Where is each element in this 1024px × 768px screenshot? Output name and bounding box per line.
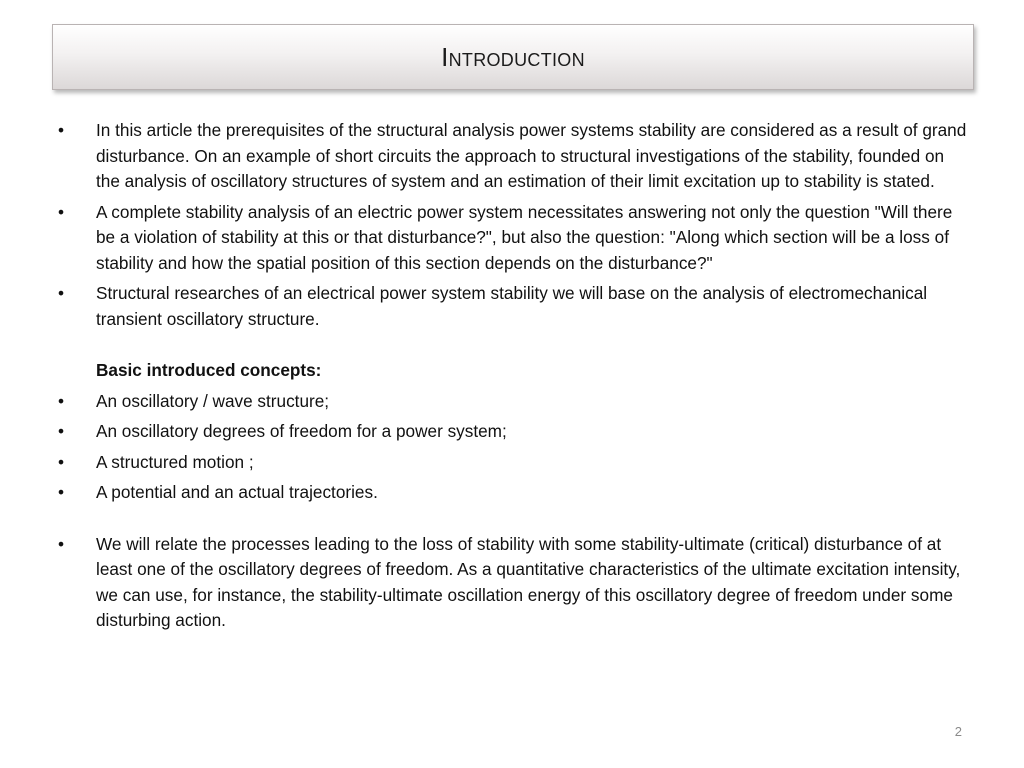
bullet-item-prerequisites: [58, 118, 968, 195]
bullet-item-concept: [58, 450, 968, 476]
bullet-text: A potential and an actual trajectories.: [96, 482, 378, 502]
concepts-heading: Basic introduced concepts:: [96, 360, 322, 380]
page-number: 2: [954, 724, 962, 739]
slide-title: Introduction: [441, 41, 585, 72]
bullet-icon: •: [58, 451, 65, 472]
bullet-text: An oscillatory degrees of freedom for a power system;: [96, 421, 507, 441]
bullet-text: Structural researches of an electrical power system stability we will base on the analysis of electromechanical transient oscillatory structure.: [96, 283, 928, 329]
bullet-icon: •: [58, 201, 65, 222]
bullet-item-complete-analysis: [58, 200, 968, 277]
bullet-item-concept: [58, 480, 968, 506]
bullet-text: An oscillatory / wave structure;: [96, 390, 330, 411]
slide-body: [58, 118, 968, 639]
bullet-text: A structured motion ;: [96, 451, 254, 472]
bullet-icon: •: [58, 120, 65, 140]
bullet-item-concept: [58, 419, 968, 445]
bullet-text: A complete stability analysis of an electric power system necessitates answering not only the question "Will there be a violation of stability at this or that disturbance?", but also the question: "Along which section will be a loss of stability and how the spatial position of this section depends on the disturbance?": [96, 201, 953, 273]
bullet-icon: •: [58, 421, 65, 441]
bullet-icon: •: [58, 482, 65, 502]
bullet-icon: •: [58, 390, 65, 411]
bullet-icon: •: [58, 283, 65, 303]
bullet-item-ultimate-disturbance: [58, 532, 968, 634]
bullet-text: In this article the prerequisites of the structural analysis power systems stability are considered as a result of grand disturbance. On an example of short circuits the approach to structural investigations of the stability, founded on the analysis of oscillatory structures of system and an estimation of their limit excitation up to stability is stated.: [96, 120, 967, 191]
bullet-item-structural-researches: [58, 281, 968, 332]
bullet-text: We will relate the processes leading to the loss of stability with some stability-ultimate (critical) disturbance of at least one of the oscillatory degrees of freedom. As a quantitative characteristics of the ultimate excitation intensity, we can use, for instance, the stability-ultimate oscillation energy of this oscillatory degree of freedom under some disturbing action.: [96, 533, 961, 630]
bullet-icon: •: [58, 533, 65, 554]
bullet-item-concept: [58, 389, 968, 415]
title-bar: [52, 24, 974, 90]
